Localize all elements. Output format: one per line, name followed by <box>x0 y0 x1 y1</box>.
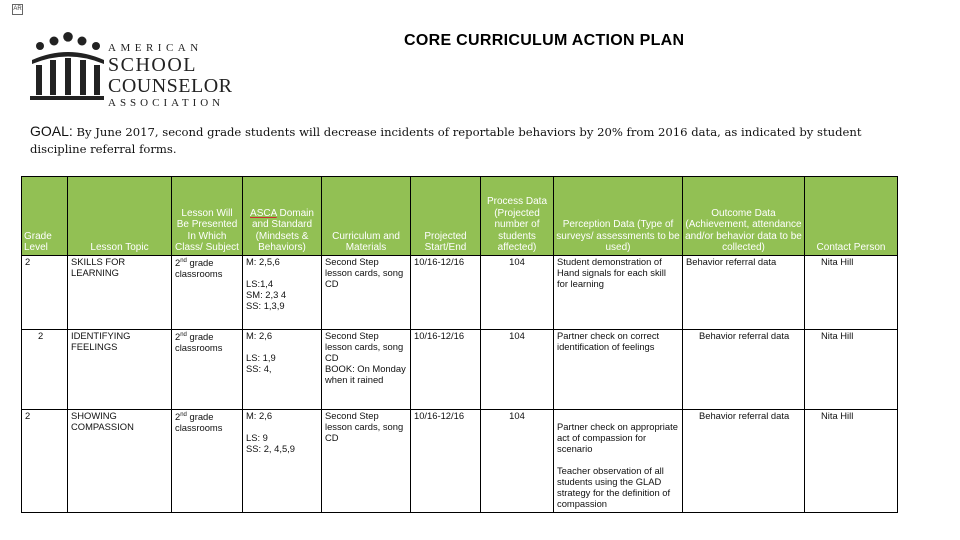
cell-dates: 10/16-12/16 <box>411 330 481 410</box>
perception-item: Partner check on appropriate act of compassion for scenario <box>557 421 678 454</box>
table-row <box>22 330 898 410</box>
table-row <box>22 410 898 513</box>
header-perception-data: Perception Data (Type of surveys/ assessments to be used) <box>554 177 683 256</box>
cell-grade: 2 <box>22 410 68 513</box>
asca-line: SM: 2,3 4 <box>246 289 287 300</box>
cell-asca <box>243 330 322 410</box>
materials-text: Second Step lesson cards, song CD <box>325 330 404 363</box>
asca-line: SS: 1,3,9 <box>246 300 285 311</box>
asca-line: M: 2,6 <box>246 330 273 341</box>
cell-outcome: Behavior referral data <box>683 410 805 513</box>
header-class-subject: Lesson Will Be Presented In Which Class/ Subject <box>172 177 243 256</box>
cell-dates: 10/16-12/16 <box>411 256 481 330</box>
cell-contact: Nita Hill <box>805 330 898 410</box>
asca-line: M: 2,6 <box>246 410 273 421</box>
corner-mark: AR <box>12 4 23 15</box>
perception-item: Teacher observation of all students using the GLAD strategy for the definition of compassion <box>557 465 671 509</box>
logo-line-american: AMERICAN <box>108 42 203 54</box>
cell-outcome: Behavior referral data <box>683 256 805 330</box>
cell-class: 2nd grade classrooms <box>172 256 243 330</box>
asca-line: M: 2,5,6 <box>246 256 280 267</box>
asca-line: SS: 4, <box>246 363 272 374</box>
cell-contact: Nita Hill <box>805 410 898 513</box>
asca-line: SS: 2, 4,5,9 <box>246 443 295 454</box>
asca-logo <box>30 32 233 109</box>
header-lesson-topic: Lesson Topic <box>68 177 172 256</box>
text-cursor <box>897 330 898 348</box>
cell-process: 104 <box>481 410 554 513</box>
table-row <box>22 256 898 330</box>
header-asca-domain <box>243 177 322 256</box>
page-title: CORE CURRICULUM ACTION PLAN <box>404 32 685 49</box>
cell-materials <box>322 330 411 410</box>
goal-label: GOAL: <box>30 123 73 139</box>
cell-outcome: Behavior referral data <box>683 330 805 410</box>
cell-class: 2nd grade classrooms <box>172 330 243 410</box>
header-curriculum: Curriculum and Materials <box>322 177 411 256</box>
header-outcome-data: Outcome Data (Achievement, attendance and/or behavior data to be collected) <box>683 177 805 256</box>
cell-grade: 2 <box>22 330 68 410</box>
goal-statement <box>30 123 900 158</box>
action-plan-table <box>21 176 898 513</box>
cell-perception: Partner check on correct identification of feelings <box>554 330 683 410</box>
cell-topic: IDENTIFYING FEELINGS <box>68 330 172 410</box>
cell-asca <box>243 256 322 330</box>
header-asca-rest: Domain and Standard (Mindsets & Behaviors) <box>251 207 314 254</box>
logo-line-association: ASSOCIATION <box>108 97 225 109</box>
header-process-data: Process Data (Projected number of students affected) <box>481 177 554 256</box>
cell-perception: Student demonstration of Hand signals for each skill for learning <box>554 256 683 330</box>
header-projected-dates: Projected Start/End <box>411 177 481 256</box>
cell-contact: Nita Hill <box>805 256 898 330</box>
cell-perception <box>554 410 683 513</box>
cell-grade: 2 <box>22 256 68 330</box>
cell-materials: Second Step lesson cards, song CD <box>322 410 411 513</box>
header-grade-level: Grade Level <box>22 177 68 256</box>
cell-topic: SHOWING COMPASSION <box>68 410 172 513</box>
cell-dates: 10/16-12/16 <box>411 410 481 513</box>
asca-line: LS: 1,9 <box>246 352 276 363</box>
asca-logo-icon <box>30 32 104 102</box>
cell-process: 104 <box>481 256 554 330</box>
cell-materials: Second Step lesson cards, song CD <box>322 256 411 330</box>
cell-asca <box>243 410 322 513</box>
cell-class: 2nd grade classrooms <box>172 410 243 513</box>
goal-text: By June 2017, second grade students will decrease incidents of reportable behaviors by 20% from 2016 data, as indicated by student discipline referral forms. <box>30 125 862 156</box>
header-asca-label: ASCA <box>250 207 277 219</box>
header-contact-person: Contact Person <box>805 177 898 256</box>
asca-line: LS:1,4 <box>246 278 274 289</box>
cell-topic: SKILLS FOR LEARNING <box>68 256 172 330</box>
cell-process: 104 <box>481 330 554 410</box>
table-header-row <box>22 177 898 256</box>
asca-line: LS: 9 <box>246 432 268 443</box>
materials-extra: BOOK: On Monday when it rained <box>325 363 406 385</box>
logo-line-counselor: COUNSELOR <box>108 75 233 97</box>
logo-line-school: SCHOOL <box>108 54 198 76</box>
